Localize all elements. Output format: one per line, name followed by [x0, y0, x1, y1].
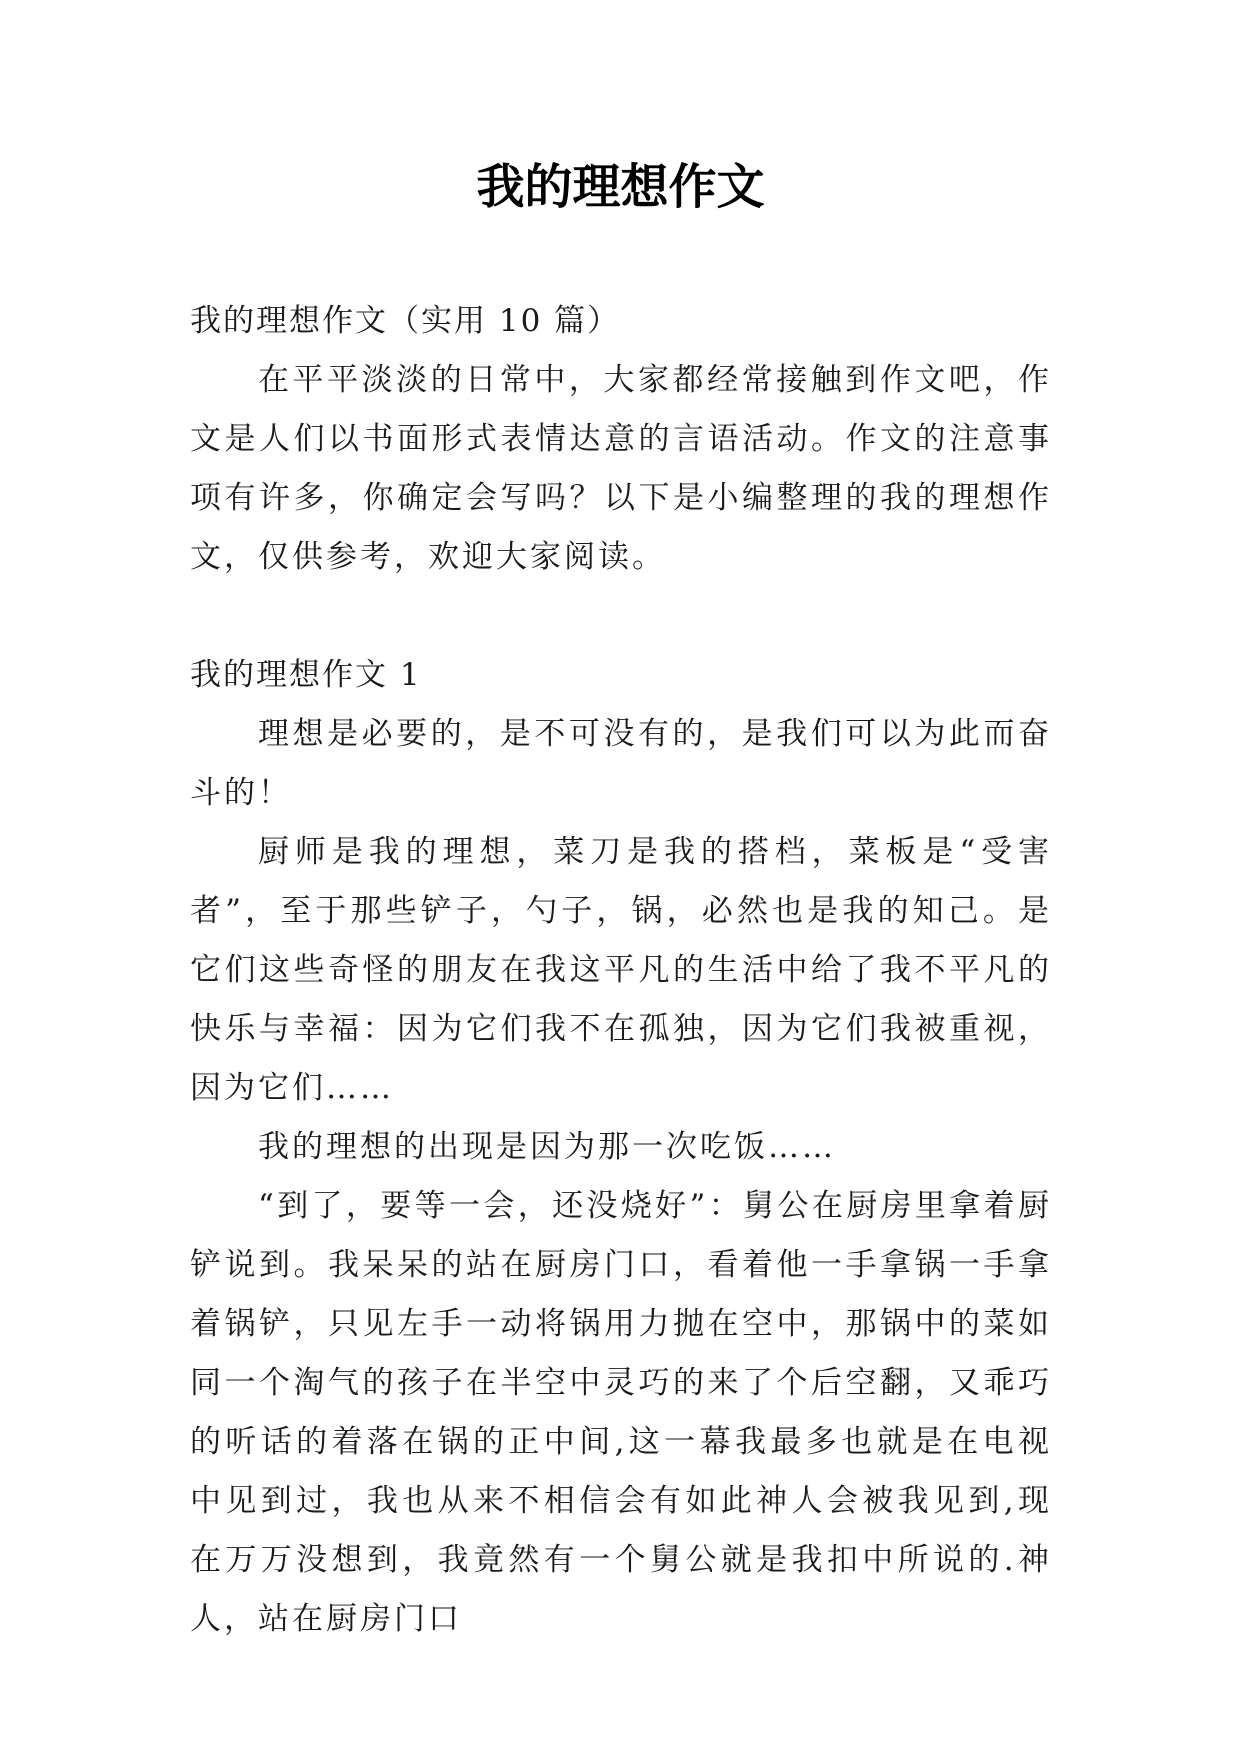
document-body: [190, 292, 1052, 1649]
body-paragraph: 我的理想的出现是因为那一次吃饭……: [258, 1129, 836, 1165]
body-paragraph: “到了，要等一会，还没烧好”：舅公在厨房里拿着厨铲说到。我呆呆的站在厨房门口，看着他一手拿锅一手拿着锅铲，只见左手一动将锅用力抛在空中，那锅中的菜如同一个淘气的孩子在半空中灵巧的来了个后空翻，又乖巧的听话的着落在锅的正中间,这一幕我最多也就是在电视中见到过，我也从来不相信会有如此神人会被我见到,现在万万没想到，我竟然有一个舅公就是我扣中所说的.神人，站在厨房门口: [190, 1188, 1052, 1637]
document-title: 我的理想作文: [476, 159, 765, 215]
section-heading: 我的理想作文 1: [190, 657, 422, 693]
body-paragraph: 理想是必要的，是不可没有的，是我们可以为此而奋斗的！: [190, 716, 1052, 811]
document-subtitle: 我的理想作文（实用 10 篇）: [190, 303, 621, 339]
body-paragraph: 厨师是我的理想，菜刀是我的搭档，菜板是“受害者”，至于那些铲子，勺子，锅，必然也是我的知己。是它们这些奇怪的朋友在我这平凡的生活中给了我不平凡的快乐与幸福：因为它们我不在孤独，因为它们我被重视，因为它们……: [190, 834, 1052, 1106]
section-spacer: [190, 587, 1052, 646]
intro-paragraph: 在平平淡淡的日常中，大家都经常接触到作文吧，作文是人们以书面形式表情达意的言语活动。作文的注意事项有许多，你确定会写吗？以下是小编整理的我的理想作文，仅供参考，欢迎大家阅读。: [190, 362, 1052, 575]
